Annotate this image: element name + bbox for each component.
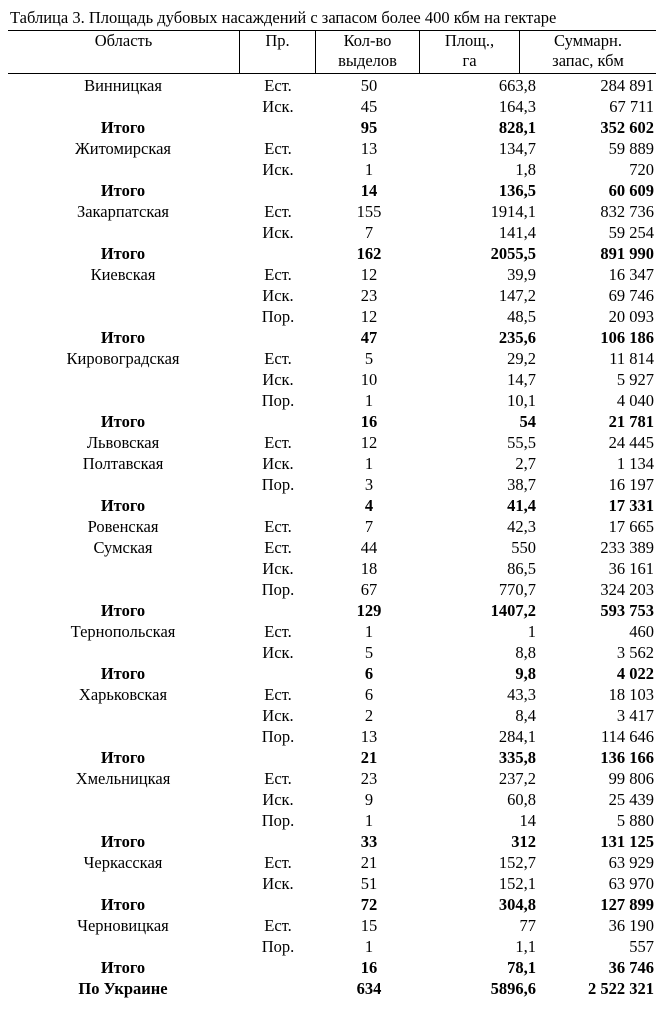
- cell-sum: 284 891: [600, 76, 654, 95]
- cell-sum: 136 166: [600, 748, 654, 767]
- cell-type: Иск.: [262, 643, 294, 662]
- cell-count: 5: [364, 349, 374, 368]
- cell-count: 12: [360, 307, 378, 326]
- table-row: [8, 516, 656, 537]
- cell-area: 335,8: [498, 748, 536, 767]
- cell-sum: 59 889: [608, 139, 654, 158]
- cell-region: Итого: [100, 748, 146, 767]
- cell-area: 164,3: [498, 97, 536, 116]
- cell-region: Черкасская: [83, 853, 163, 872]
- table-row: [8, 348, 656, 369]
- table-row: [8, 390, 656, 411]
- cell-count: 21: [360, 853, 378, 872]
- cell-count: 45: [360, 97, 378, 116]
- cell-area: 1: [527, 622, 536, 641]
- cell-type: Ест.: [264, 853, 292, 872]
- cell-count: 1: [364, 811, 374, 830]
- cell-type: Иск.: [262, 286, 294, 305]
- cell-region: Львовская: [86, 433, 160, 452]
- header-sum: [520, 31, 656, 73]
- cell-region: Черновицкая: [77, 916, 169, 935]
- header-sum-line2: запас, кбм: [552, 51, 624, 70]
- cell-region: Харьковская: [78, 685, 168, 704]
- cell-sum: 114 646: [600, 727, 654, 746]
- cell-sum: 2 522 321: [588, 979, 654, 998]
- cell-region: Хмельницкая: [75, 769, 171, 788]
- cell-area: 5896,6: [490, 979, 536, 998]
- cell-sum: 4 040: [616, 391, 654, 410]
- cell-sum: 36 746: [608, 958, 654, 977]
- cell-count: 15: [360, 916, 378, 935]
- cell-sum: 832 736: [600, 202, 654, 221]
- cell-count: 95: [360, 118, 378, 137]
- cell-count: 16: [360, 958, 378, 977]
- cell-sum: 17 665: [608, 517, 654, 536]
- table-row: [8, 138, 656, 159]
- cell-region: Тернопольская: [70, 622, 176, 641]
- table-row: [8, 306, 656, 327]
- table-row: [8, 453, 656, 474]
- cell-type: Пор.: [261, 811, 295, 830]
- cell-area: 14: [519, 811, 536, 830]
- cell-count: 47: [360, 328, 378, 347]
- table-row-total: [8, 663, 656, 684]
- table-row-total: [8, 411, 656, 432]
- cell-count: 13: [360, 139, 378, 158]
- cell-region: Житомирская: [74, 139, 172, 158]
- cell-area: 2,7: [515, 454, 536, 473]
- cell-count: 7: [364, 223, 374, 242]
- cell-area: 1914,1: [490, 202, 536, 221]
- table-row: [8, 474, 656, 495]
- header-type: [240, 31, 316, 73]
- cell-area: 54: [519, 412, 536, 431]
- cell-area: 147,2: [498, 286, 536, 305]
- cell-count: 16: [360, 412, 378, 431]
- cell-count: 9: [364, 790, 374, 809]
- cell-area: 38,7: [507, 475, 536, 494]
- cell-type: Ест.: [264, 769, 292, 788]
- table-body: [8, 75, 656, 999]
- cell-type: Ест.: [264, 685, 292, 704]
- cell-type: Ест.: [264, 139, 292, 158]
- table-row: [8, 810, 656, 831]
- cell-type: Иск.: [262, 706, 294, 725]
- cell-sum: 36 190: [608, 916, 654, 935]
- cell-count: 13: [360, 727, 378, 746]
- cell-area: 78,1: [507, 958, 536, 977]
- cell-sum: 59 254: [608, 223, 654, 242]
- cell-sum: 63 970: [608, 874, 654, 893]
- cell-region: Итого: [100, 412, 146, 431]
- table-row-total: [8, 747, 656, 768]
- cell-area: 770,7: [498, 580, 536, 599]
- cell-sum: 4 022: [616, 664, 654, 683]
- cell-type: Пор.: [261, 580, 295, 599]
- table-row: [8, 852, 656, 873]
- header-region-label: Область: [94, 31, 153, 50]
- cell-type: Ест.: [264, 76, 292, 95]
- cell-count: 3: [364, 475, 374, 494]
- table-row: [8, 96, 656, 117]
- cell-sum: 233 389: [600, 538, 654, 557]
- cell-area: 1,1: [515, 937, 536, 956]
- cell-sum: 352 602: [600, 118, 654, 137]
- cell-type: Пор.: [261, 475, 295, 494]
- cell-count: 67: [360, 580, 378, 599]
- cell-region: Итого: [100, 895, 146, 914]
- cell-sum: 5 927: [616, 370, 654, 389]
- table-row: [8, 369, 656, 390]
- cell-sum: 99 806: [608, 769, 654, 788]
- cell-count: 18: [360, 559, 378, 578]
- cell-sum: 1 134: [616, 454, 654, 473]
- cell-count: 10: [360, 370, 378, 389]
- cell-area: 43,3: [507, 685, 536, 704]
- cell-area: 86,5: [507, 559, 536, 578]
- cell-area: 10,1: [507, 391, 536, 410]
- cell-sum: 324 203: [600, 580, 654, 599]
- cell-type: Иск.: [262, 559, 294, 578]
- cell-area: 152,1: [498, 874, 536, 893]
- table-row: [8, 873, 656, 894]
- cell-sum: 720: [629, 160, 654, 179]
- cell-sum: 63 929: [608, 853, 654, 872]
- cell-count: 21: [360, 748, 378, 767]
- cell-area: 77: [519, 916, 536, 935]
- cell-type: Пор.: [261, 727, 295, 746]
- cell-region: Итого: [100, 664, 146, 683]
- cell-sum: 16 197: [608, 475, 654, 494]
- cell-sum: 67 711: [609, 97, 654, 116]
- table-row-total: [8, 978, 656, 999]
- table-row-total: [8, 894, 656, 915]
- cell-area: 8,8: [515, 643, 536, 662]
- cell-type: Пор.: [261, 391, 295, 410]
- cell-count: 12: [360, 265, 378, 284]
- cell-area: 141,4: [498, 223, 536, 242]
- cell-sum: 21 781: [608, 412, 654, 431]
- cell-sum: 460: [629, 622, 654, 641]
- header-sum-line1: Суммарн.: [554, 31, 622, 50]
- table-row: [8, 201, 656, 222]
- cell-type: Иск.: [262, 223, 294, 242]
- cell-sum: 60 609: [608, 181, 654, 200]
- table-row: [8, 558, 656, 579]
- table-row: [8, 264, 656, 285]
- cell-count: 155: [356, 202, 382, 221]
- table-row-total: [8, 243, 656, 264]
- cell-region: По Украине: [78, 979, 168, 998]
- cell-type: Ест.: [264, 538, 292, 557]
- cell-region: Итого: [100, 832, 146, 851]
- cell-type: Ест.: [264, 202, 292, 221]
- cell-count: 6: [364, 685, 374, 704]
- cell-area: 1407,2: [490, 601, 536, 620]
- cell-sum: 5 880: [616, 811, 654, 830]
- cell-count: 1: [364, 937, 374, 956]
- cell-count: 72: [360, 895, 378, 914]
- cell-type: Иск.: [262, 874, 294, 893]
- header-area: [420, 31, 520, 73]
- cell-region: Итого: [100, 118, 146, 137]
- cell-area: 284,1: [498, 727, 536, 746]
- cell-type: Иск.: [262, 160, 294, 179]
- cell-count: 129: [356, 601, 382, 620]
- header-count: [316, 31, 420, 73]
- cell-type: Иск.: [262, 454, 294, 473]
- table-header: [8, 30, 656, 74]
- cell-area: 60,8: [507, 790, 536, 809]
- cell-area: 8,4: [515, 706, 536, 725]
- table-row-total: [8, 600, 656, 621]
- table-row: [8, 684, 656, 705]
- table-row: [8, 915, 656, 936]
- cell-sum: 3 562: [616, 643, 654, 662]
- cell-count: 23: [360, 286, 378, 305]
- cell-region: Киевская: [90, 265, 156, 284]
- cell-area: 1,8: [515, 160, 536, 179]
- cell-area: 663,8: [498, 76, 536, 95]
- cell-area: 134,7: [498, 139, 536, 158]
- table-row: [8, 789, 656, 810]
- cell-type: Иск.: [262, 370, 294, 389]
- cell-sum: 36 161: [608, 559, 654, 578]
- cell-count: 1: [364, 160, 374, 179]
- cell-count: 7: [364, 517, 374, 536]
- cell-count: 23: [360, 769, 378, 788]
- table-row: [8, 159, 656, 180]
- table-title: Таблица 3. Площадь дубовых насаждений с запасом более 400 кбм на гектаре: [10, 8, 557, 27]
- cell-type: Ест.: [264, 517, 292, 536]
- cell-region: Винницкая: [84, 76, 162, 95]
- cell-area: 14,7: [507, 370, 536, 389]
- cell-area: 235,6: [498, 328, 536, 347]
- cell-sum: 24 445: [608, 433, 654, 452]
- cell-count: 162: [356, 244, 382, 263]
- cell-region: Итого: [100, 601, 146, 620]
- cell-region: Итого: [100, 958, 146, 977]
- cell-type: Ест.: [264, 265, 292, 284]
- cell-region: Итого: [100, 496, 146, 515]
- table-row: [8, 222, 656, 243]
- table-row: [8, 432, 656, 453]
- cell-type: Иск.: [262, 97, 294, 116]
- cell-count: 1: [364, 622, 374, 641]
- cell-type: Пор.: [261, 307, 295, 326]
- cell-count: 2: [364, 706, 374, 725]
- header-region: [8, 31, 240, 73]
- cell-sum: 20 093: [608, 307, 654, 326]
- cell-type: Ест.: [264, 916, 292, 935]
- cell-area: 828,1: [498, 118, 536, 137]
- cell-sum: 593 753: [600, 601, 654, 620]
- cell-type: Иск.: [262, 790, 294, 809]
- table-row: [8, 579, 656, 600]
- cell-sum: 106 186: [600, 328, 654, 347]
- cell-region: Итого: [100, 328, 146, 347]
- table-row: [8, 705, 656, 726]
- table-row: [8, 75, 656, 96]
- cell-sum: 557: [629, 937, 654, 956]
- cell-type: Ест.: [264, 433, 292, 452]
- cell-area: 304,8: [498, 895, 536, 914]
- cell-sum: 11 814: [609, 349, 654, 368]
- cell-count: 1: [364, 391, 374, 410]
- cell-count: 1: [364, 454, 374, 473]
- cell-area: 29,2: [507, 349, 536, 368]
- cell-region: Итого: [100, 181, 146, 200]
- table-row: [8, 621, 656, 642]
- cell-sum: 18 103: [608, 685, 654, 704]
- table-row-total: [8, 495, 656, 516]
- cell-area: 39,9: [507, 265, 536, 284]
- table-row: [8, 285, 656, 306]
- cell-area: 2055,5: [490, 244, 536, 263]
- table-row-total: [8, 327, 656, 348]
- cell-region: Итого: [100, 244, 146, 263]
- cell-sum: 3 417: [616, 706, 654, 725]
- cell-count: 14: [360, 181, 378, 200]
- cell-region: Ровенская: [87, 517, 159, 536]
- cell-region: Сумская: [93, 538, 153, 557]
- cell-count: 4: [364, 496, 374, 515]
- cell-type: Ест.: [264, 622, 292, 641]
- cell-type: Ест.: [264, 349, 292, 368]
- cell-count: 50: [360, 76, 378, 95]
- table-row: [8, 768, 656, 789]
- cell-sum: 127 899: [600, 895, 654, 914]
- cell-area: 550: [511, 538, 536, 557]
- cell-area: 42,3: [507, 517, 536, 536]
- cell-area: 152,7: [498, 853, 536, 872]
- cell-count: 12: [360, 433, 378, 452]
- cell-area: 55,5: [507, 433, 536, 452]
- cell-sum: 131 125: [600, 832, 654, 851]
- table-row-total: [8, 180, 656, 201]
- table-row: [8, 936, 656, 957]
- cell-region: Кировоградская: [66, 349, 180, 368]
- cell-count: 51: [360, 874, 378, 893]
- cell-region: Полтавская: [82, 454, 164, 473]
- cell-area: 136,5: [498, 181, 536, 200]
- table-row-total: [8, 957, 656, 978]
- header-type-label: Пр.: [265, 31, 290, 50]
- cell-area: 48,5: [507, 307, 536, 326]
- header-area-line1: Площ.,: [444, 31, 495, 50]
- cell-area: 9,8: [515, 664, 536, 683]
- cell-area: 312: [511, 832, 536, 851]
- cell-area: 237,2: [498, 769, 536, 788]
- cell-count: 634: [356, 979, 382, 998]
- cell-sum: 16 347: [608, 265, 654, 284]
- header-area-line2: га: [462, 51, 477, 70]
- table-row: [8, 537, 656, 558]
- cell-count: 6: [364, 664, 374, 683]
- table-row: [8, 642, 656, 663]
- cell-sum: 25 439: [608, 790, 654, 809]
- cell-count: 5: [364, 643, 374, 662]
- table-row-total: [8, 117, 656, 138]
- cell-count: 44: [360, 538, 378, 557]
- cell-region: Закарпатская: [76, 202, 170, 221]
- cell-area: 41,4: [507, 496, 536, 515]
- cell-sum: 891 990: [600, 244, 654, 263]
- header-count-line2: выделов: [338, 51, 397, 70]
- table-row: [8, 726, 656, 747]
- cell-count: 33: [360, 832, 378, 851]
- header-count-line1: Кол-во: [343, 31, 392, 50]
- table-row-total: [8, 831, 656, 852]
- cell-type: Пор.: [261, 937, 295, 956]
- cell-sum: 69 746: [608, 286, 654, 305]
- cell-sum: 17 331: [608, 496, 654, 515]
